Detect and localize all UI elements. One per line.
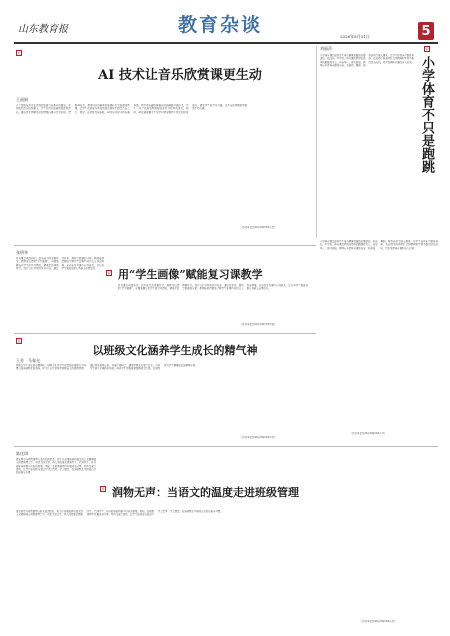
section-title: 教育杂谈 [178, 14, 263, 36]
article-2-body-right: 复习课是巩固知识、提升能力的重要环节。教师可以借助“学生画像”，全面掌握每名学生的学习情况，精准定位薄弱环节，设计有针对性的复习内容。通过对作业、测验等数据的分析，教师能够清楚地了解学生在哪些知识点上存在困难，从而在复习课中有的放矢，让每名学生都能在原有基础上获得提升。 [118, 284, 308, 291]
section-divider-3 [14, 446, 438, 447]
article-4-author: 陈佳琪 [16, 451, 28, 456]
article-2-body-left: 复习课是巩固知识、提升能力的重要环节。教师可以借助“学生画像”，全面掌握每名学生的学习情况，精准定位薄弱环节，设计有针对性的复习内容。通过对作业、测验等数据的分析，教师能够清楚地了解学生在哪些知识点上存在困难，从而在复习课中有的放矢，让每名学生都能在原有基础上获得提升。 [16, 257, 104, 270]
article-3-title: 以班级文化涵养学生成长的精气神 [92, 344, 258, 357]
article-4-body-top: 语文教学与班级管理有着天然的联系。班主任如果能够将语文的人文精神融入班级管理之中，用优美的文字、动人的故事去感染学生、启迪学生，往往能够收到事半功倍的效果。例如，在班级管理中开展读书分享、写作交流等活动，让学生在阅读与表达中学会思考、学会感恩，在潜移默化中形成良好的品格与习惯。 [16, 458, 96, 475]
side-article-author: 刘丽萍 [320, 46, 332, 51]
column-divider [316, 46, 317, 238]
article-4-note: （作者单位系XX市XX区XX小学） [360, 620, 397, 623]
article-2-title: 用“学生画像”赋能复习课教学 [118, 268, 263, 281]
article-3-body: 班级是学生成长的重要场所，班级文化对学生的思想品德和行为习惯有着潜移默化的影响。班主任应注重营造积极向上的班级氛围，通过制定班级公约、开展主题班会、建设班级文化墙等方式，引导学生树立正确的价值观，培养学生的集体荣誉感和责任感，让班级成为学生健康成长的精神家园。 [16, 364, 198, 371]
article-3-note: （作者单位系XX市XX区XX中学） [240, 436, 277, 439]
header-rule [14, 42, 438, 44]
article-1-note: （作者单位系XX市XX区XX小学） [240, 226, 277, 229]
article-4-title: 润物无声：当语文的温度走进班级管理 [112, 486, 299, 499]
article-1-author: 王丽娟 [16, 97, 28, 102]
article-3-tag: 案 [17, 339, 21, 343]
side-article-note: （作者单位系XX市XX区XX小学） [350, 432, 387, 435]
side-article-body-lower: 小学体育课是促进学生身心健康发展的重要途径。然而在一些学校，体育课仍停留在简单的跑跳练习上，内容单一，形式枯燥。教师应丰富体育课的内容，将游戏、舞蹈、球类运动等融入课堂，让学生在快乐中锻炼身体，在运动中培养团队合作精神和坚韧不拔的意志品质，真正发挥体育课的育人价值。 [320, 240, 438, 250]
article-1-body: 人工智能技术正在深刻改变着音乐教育的面貌。在传统的音乐欣赏课上，学生往往只能被动地聆听作品，难以真正理解作品的情感内涵与艺术价值。借助AI技术，教师可以将抽象的旋律转化为直观的图像，让学生在视觉与听觉的双重体验中感受音乐之美。例如，在欣赏交响乐时，AI可以实时分析乐器声部，把不同乐器的演奏以动态画面呈现出来，学生一目了然地看到旋律的起伏与和声的变化。同时，AI还能根据学生的学习情况推荐个性化的欣赏曲目，激发学生的学习兴趣，让音乐欣赏课变得更加生动有趣。 [16, 104, 248, 114]
side-article-body: 小学体育课是促进学生身心健康发展的重要途径。然而在一些学校，体育课仍停留在简单的跑跳练习上，内容单一，形式枯燥。教师应丰富体育课的内容，将游戏、舞蹈、球类运动等融入课堂，让学生在快乐中锻炼身体，在运动中培养团队合作精神和坚韧不拔的意志品质，真正发挥体育课的育人价值。 [320, 54, 414, 67]
article-4-tag: 思 [101, 487, 105, 491]
article-2-author: 张明华 [16, 250, 28, 255]
article-2-note: （作者单位系XX市XX区XX学校） [240, 323, 277, 326]
article-4-body: 语文教学与班级管理有着天然的联系。班主任如果能够将语文的人文精神融入班级管理之中，用优美的文字、动人的故事去感染学生、启迪学生，往往能够收到事半功倍的效果。例如，在班级管理中开展读书分享、写作交流等活动，让学生在阅读与表达中学会思考、学会感恩，在潜移默化中形成良好的品格与习惯。 [16, 510, 223, 517]
masthead-logo: 山东教育报 [18, 24, 68, 35]
section-divider-2 [14, 333, 316, 334]
article-3-author: 王芳 马春光 [16, 358, 40, 363]
side-article-tag: 论 [425, 47, 429, 51]
section-divider-1 [14, 245, 316, 246]
article-1-title: AI 技术让音乐欣赏课更生动 [98, 68, 262, 83]
article-1-tag: 论 [17, 51, 21, 55]
issue-date: 2026年8月31日 [340, 34, 370, 39]
side-article-title: 小学体育不只是跑跳 [419, 56, 434, 173]
page-number-badge: 5 [418, 22, 434, 40]
article-2-tag: 案 [107, 271, 111, 275]
